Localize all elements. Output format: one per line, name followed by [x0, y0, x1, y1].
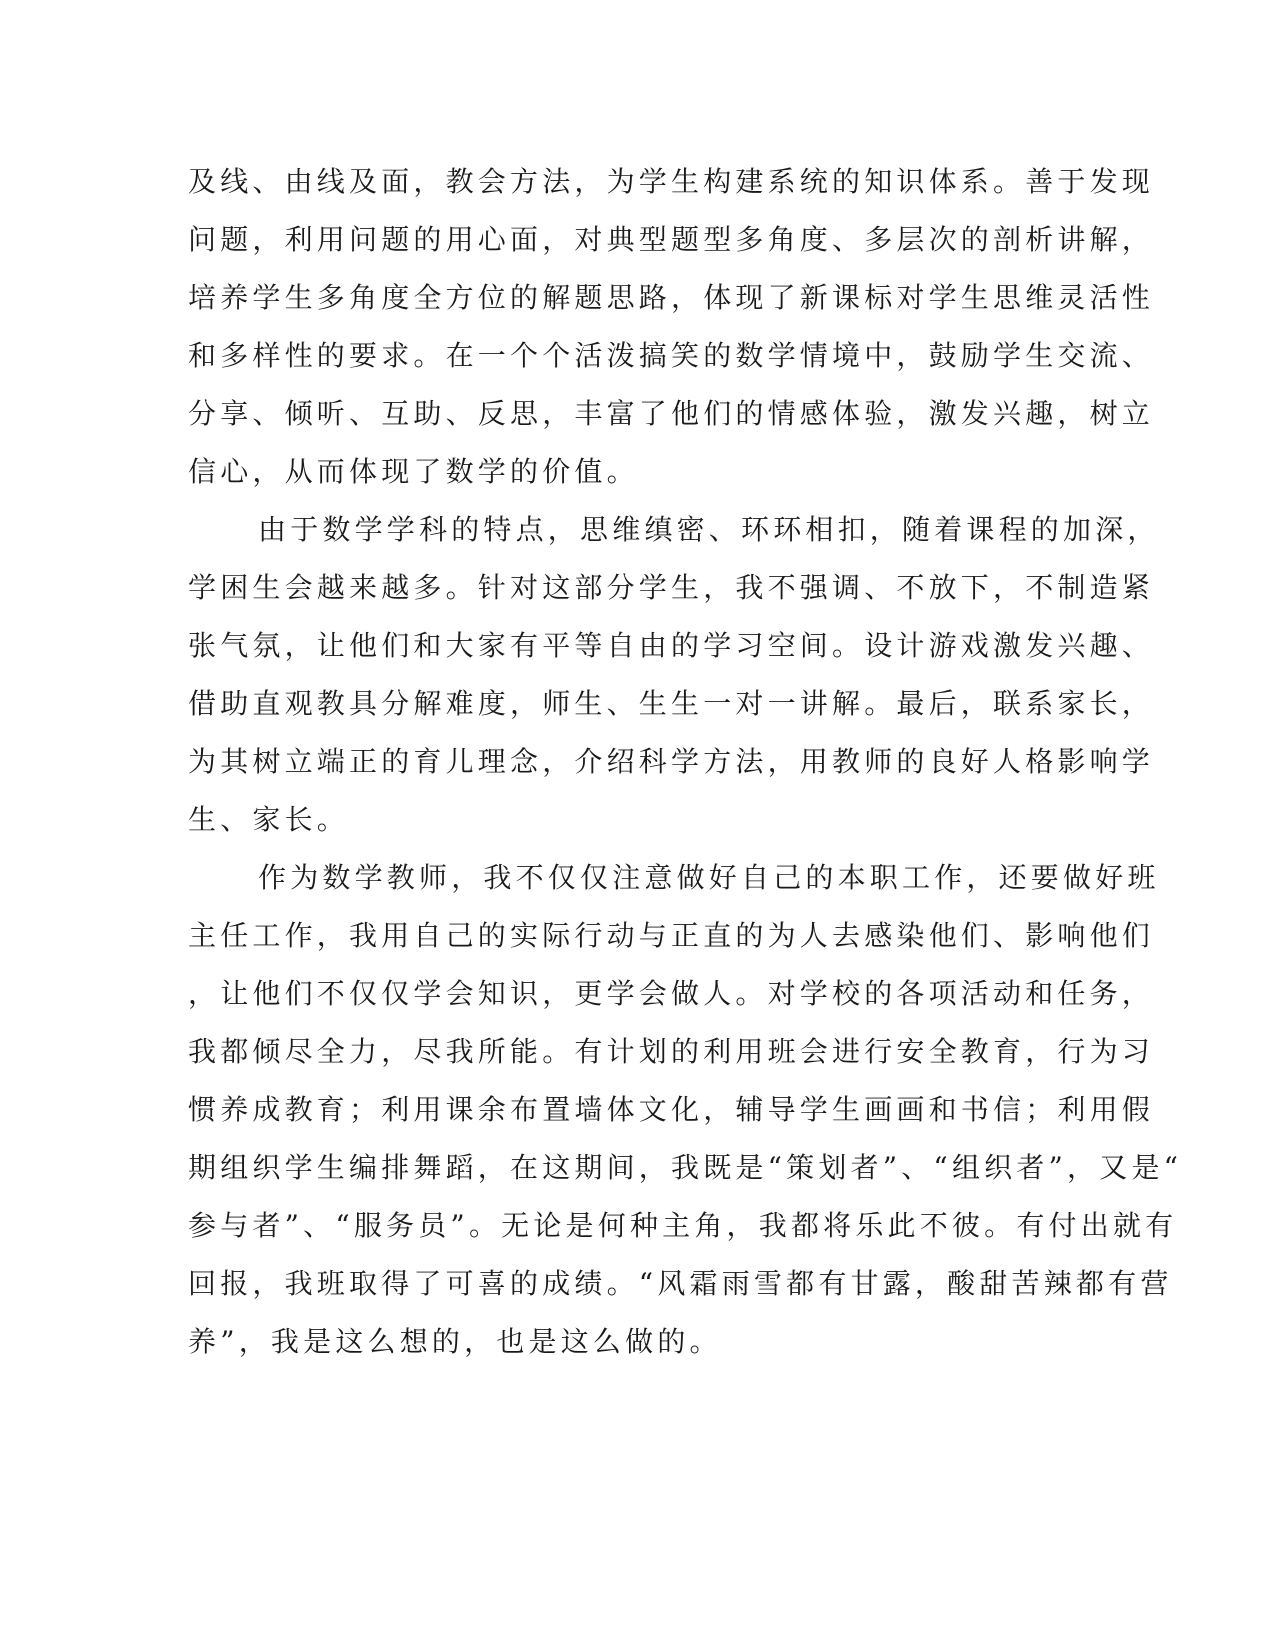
paragraph-2-line-2: 学困生会越来越多。针对这部分学生，我不强调、不放下，不制造紧 [188, 571, 1155, 604]
paragraph-2-line-6: 生、家长。 [188, 803, 350, 836]
paragraph-2-line-3: 张气氛，让他们和大家有平等自由的学习空间。设计游戏激发兴趣、 [188, 629, 1155, 662]
paragraph-3-line-7: 参与者”、“服务员”。无论是何种主角，我都将乐此不彼。有付出就有 [188, 1209, 1178, 1242]
paragraph-3-line-4: 我都倾尽全力，尽我所能。有计划的利用班会进行安全教育，行为习 [188, 1035, 1155, 1068]
paragraph-3-line-9: 养”，我是这么想的，也是这么做的。 [188, 1325, 722, 1358]
paragraph-1-line-6: 信心，从而体现了数学的价值。 [188, 455, 639, 488]
paragraph-1-line-4: 和多样性的要求。在一个个活泼搞笑的数学情境中，鼓励学生交流、 [188, 339, 1155, 372]
paragraph-3-line-3: ，让他们不仅仅学会知识，更学会做人。对学校的各项活动和任务， [188, 977, 1155, 1010]
paragraph-1-line-3: 培养学生多角度全方位的解题思路，体现了新课标对学生思维灵活性 [188, 281, 1155, 314]
paragraph-3-line-2: 主任工作，我用自己的实际行动与正直的为人去感染他们、影响他们 [188, 919, 1155, 952]
paragraph-1-line-1: 及线、由线及面，教会方法，为学生构建系统的知识体系。善于发现 [188, 165, 1155, 198]
paragraph-2-line-1: 由于数学学科的特点，思维缜密、环环相扣，随着课程的加深， [258, 513, 1160, 546]
paragraph-3-line-8: 回报，我班取得了可喜的成绩。“风霜雨雪都有甘露，酸甜苦辣都有营 [188, 1267, 1173, 1300]
paragraph-1-line-2: 问题，利用问题的用心面，对典型题型多角度、多层次的剖析讲解， [188, 223, 1155, 256]
paragraph-2-line-5: 为其树立端正的育儿理念，介绍科学方法，用教师的良好人格影响学 [188, 745, 1155, 778]
paragraph-3-line-1: 作为数学教师，我不仅仅注意做好自己的本职工作，还要做好班 [258, 861, 1160, 894]
paragraph-1-line-5: 分享、倾听、互助、反思，丰富了他们的情感体验，激发兴趣，树立 [188, 397, 1155, 430]
paragraph-2-line-4: 借助直观教具分解难度，师生、生生一对一讲解。最后，联系家长， [188, 687, 1155, 720]
paragraph-3-line-5: 惯养成教育；利用课余布置墙体文化，辅导学生画画和书信；利用假 [188, 1093, 1155, 1126]
paragraph-3-line-6: 期组织学生编排舞蹈，在这期间，我既是“策划者”、“组织者”，又是“ [188, 1151, 1183, 1184]
